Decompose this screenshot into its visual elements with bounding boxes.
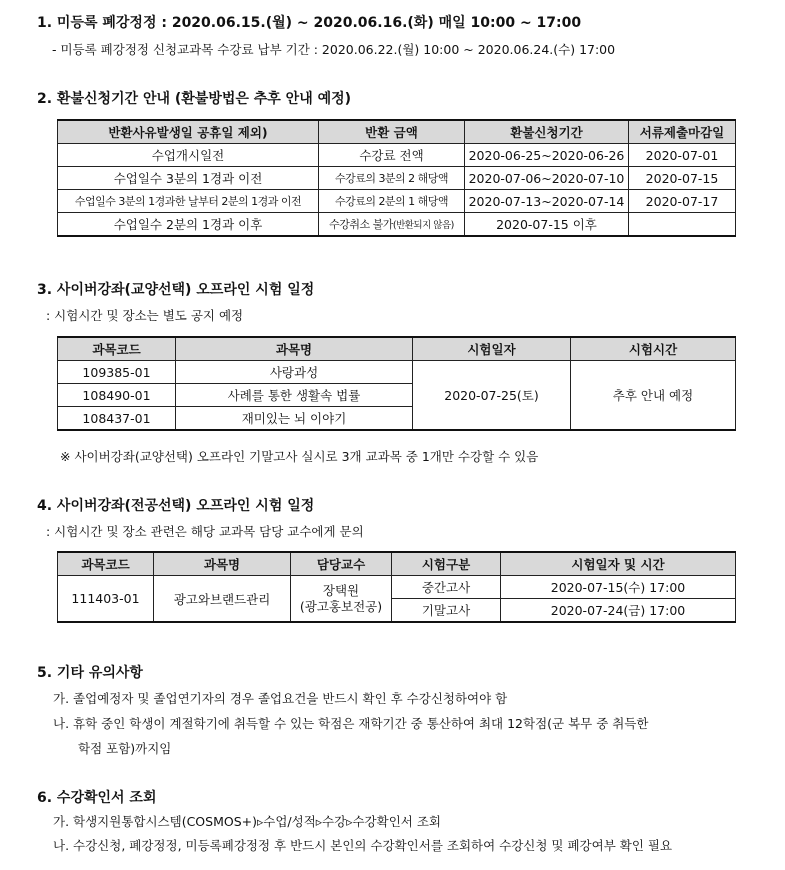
exam-date: 2020-07-25(토): [413, 361, 571, 431]
liberal-header-code: 과목코드: [58, 337, 176, 361]
refund-header-period: 환불신청기간: [465, 120, 629, 144]
major-header-datetime: 시험일자 및 시간: [501, 552, 736, 576]
refund-header-amount: 반환 금액: [319, 120, 465, 144]
section-5-item-2-continued: 학점 포함)까지임: [78, 741, 172, 756]
refund-cell: 2020-07-15 이후: [465, 213, 629, 237]
section-5-title: 5. 기타 유의사항: [37, 665, 143, 681]
section-5-item-2: 나. 휴학 중인 학생이 계절학기에 취득할 수 있는 학점은 재학기간 중 통산하여 최대 12학점(군 복무 중 취득한: [53, 716, 649, 731]
course-name: 사례를 통한 생활속 법률: [176, 384, 413, 407]
refund-cell: 2020-07-01: [629, 144, 736, 167]
professor-dept: (광고홍보전공): [299, 598, 383, 614]
refund-cell: 수업일수 3분의 1경과한 날부터 2분의 1경과 이전: [58, 190, 319, 213]
exam-type: 기말고사: [392, 599, 501, 623]
section-3-note: : 시험시간 및 장소는 별도 공지 예정: [46, 308, 244, 323]
section-6-item-1: 가. 학생지원통합시스템(COSMOS+)▹수업/성적▹수강▹수강확인서 조회: [53, 814, 441, 829]
refund-cell: 2020-07-17: [629, 190, 736, 213]
major-exam-header: [58, 552, 736, 576]
section-2-title: 2. 환불신청기간 안내 (환불방법은 추후 안내 예정): [37, 91, 352, 107]
section-4-note: : 시험시간 및 장소 관련은 해당 교과목 담당 교수에게 문의: [46, 524, 364, 539]
refund-cell-empty: [629, 213, 736, 237]
course-code: 109385-01: [58, 361, 176, 384]
table-row: [58, 213, 736, 237]
section-4-title: 4. 사이버강좌(전공선택) 오프라인 시험 일정: [37, 498, 315, 514]
table-row: [58, 190, 736, 213]
refund-cell-no-cancel: [319, 213, 465, 237]
refund-header-deadline: 서류제출마감일: [629, 120, 736, 144]
exam-datetime: 2020-07-15(수) 17:00: [501, 576, 736, 599]
course-code: 111403-01: [58, 576, 154, 623]
exam-datetime: 2020-07-24(금) 17:00: [501, 599, 736, 623]
refund-no-cancel-note: (반환되지 않음): [392, 220, 454, 231]
refund-cell: 2020-07-15: [629, 167, 736, 190]
refund-cell: 2020-07-13~2020-07-14: [465, 190, 629, 213]
refund-cell: 수강료의 2분의 1 해당액: [319, 190, 465, 213]
liberal-header-time: 시험시간: [571, 337, 736, 361]
refund-no-cancel-text: 수강취소 불가: [329, 218, 393, 231]
table-row: [58, 167, 736, 190]
section-1-payment-period: - 미등록 폐강정정 신청교과목 수강료 납부 기간 : 2020.06.22.(월) 10:00 ~ 2020.06.24.(수) 17:00: [52, 42, 616, 57]
refund-cell: 수업개시일전: [58, 144, 319, 167]
major-header-code: 과목코드: [58, 552, 154, 576]
course-code: 108490-01: [58, 384, 176, 407]
major-header-type: 시험구분: [392, 552, 501, 576]
course-code: 108437-01: [58, 407, 176, 431]
section-1-title: 1. 미등록 폐강정정 : 2020.06.15.(월) ~ 2020.06.16.(화) 매일 10:00 ~ 17:00: [37, 15, 582, 31]
section-3-footnote: ※ 사이버강좌(교양선택) 오프라인 기말고사 실시로 3개 교과목 중 1개만 수강할 수 있음: [60, 449, 539, 464]
liberal-exam-header: [58, 337, 736, 361]
refund-header-reason: 반환사유발생일 공휴일 제외): [58, 120, 319, 144]
refund-table: [57, 119, 736, 237]
liberal-header-date: 시험일자: [413, 337, 571, 361]
table-row: [58, 576, 736, 599]
major-header-name: 과목명: [154, 552, 291, 576]
professor-cell: [291, 576, 392, 623]
refund-cell: 수업일수 2분의 1경과 이후: [58, 213, 319, 237]
section-6-item-2: 나. 수강신청, 폐강정정, 미등록폐강정정 후 반드시 본인의 수강확인서를 조회하여 수강신청 및 폐강여부 확인 필요: [53, 838, 673, 853]
section-6-title: 6. 수강확인서 조회: [37, 790, 157, 806]
refund-cell: 수강료 전액: [319, 144, 465, 167]
liberal-exam-table: [57, 336, 736, 431]
table-row: [58, 144, 736, 167]
course-name: 사랑과성: [176, 361, 413, 384]
refund-cell: 수강료의 3분의 2 해당액: [319, 167, 465, 190]
refund-cell: 2020-06-25~2020-06-26: [465, 144, 629, 167]
refund-table-header: [58, 120, 736, 144]
section-3-title: 3. 사이버강좌(교양선택) 오프라인 시험 일정: [37, 282, 315, 298]
course-name: 재미있는 뇌 이야기: [176, 407, 413, 431]
section-5-item-1: 가. 졸업예정자 및 졸업연기자의 경우 졸업요건을 반드시 확인 후 수강신청하여야 함: [53, 691, 508, 706]
major-exam-table: [57, 551, 736, 623]
professor-name: 장택원: [322, 582, 360, 598]
refund-cell: 2020-07-06~2020-07-10: [465, 167, 629, 190]
liberal-header-name: 과목명: [176, 337, 413, 361]
refund-cell: 수업일수 3분의 1경과 이전: [58, 167, 319, 190]
major-header-professor: 담당교수: [291, 552, 392, 576]
course-name: 광고와브랜드관리: [154, 576, 291, 623]
exam-type: 중간고사: [392, 576, 501, 599]
table-row: [58, 361, 736, 384]
exam-time: 추후 안내 예정: [571, 361, 736, 431]
